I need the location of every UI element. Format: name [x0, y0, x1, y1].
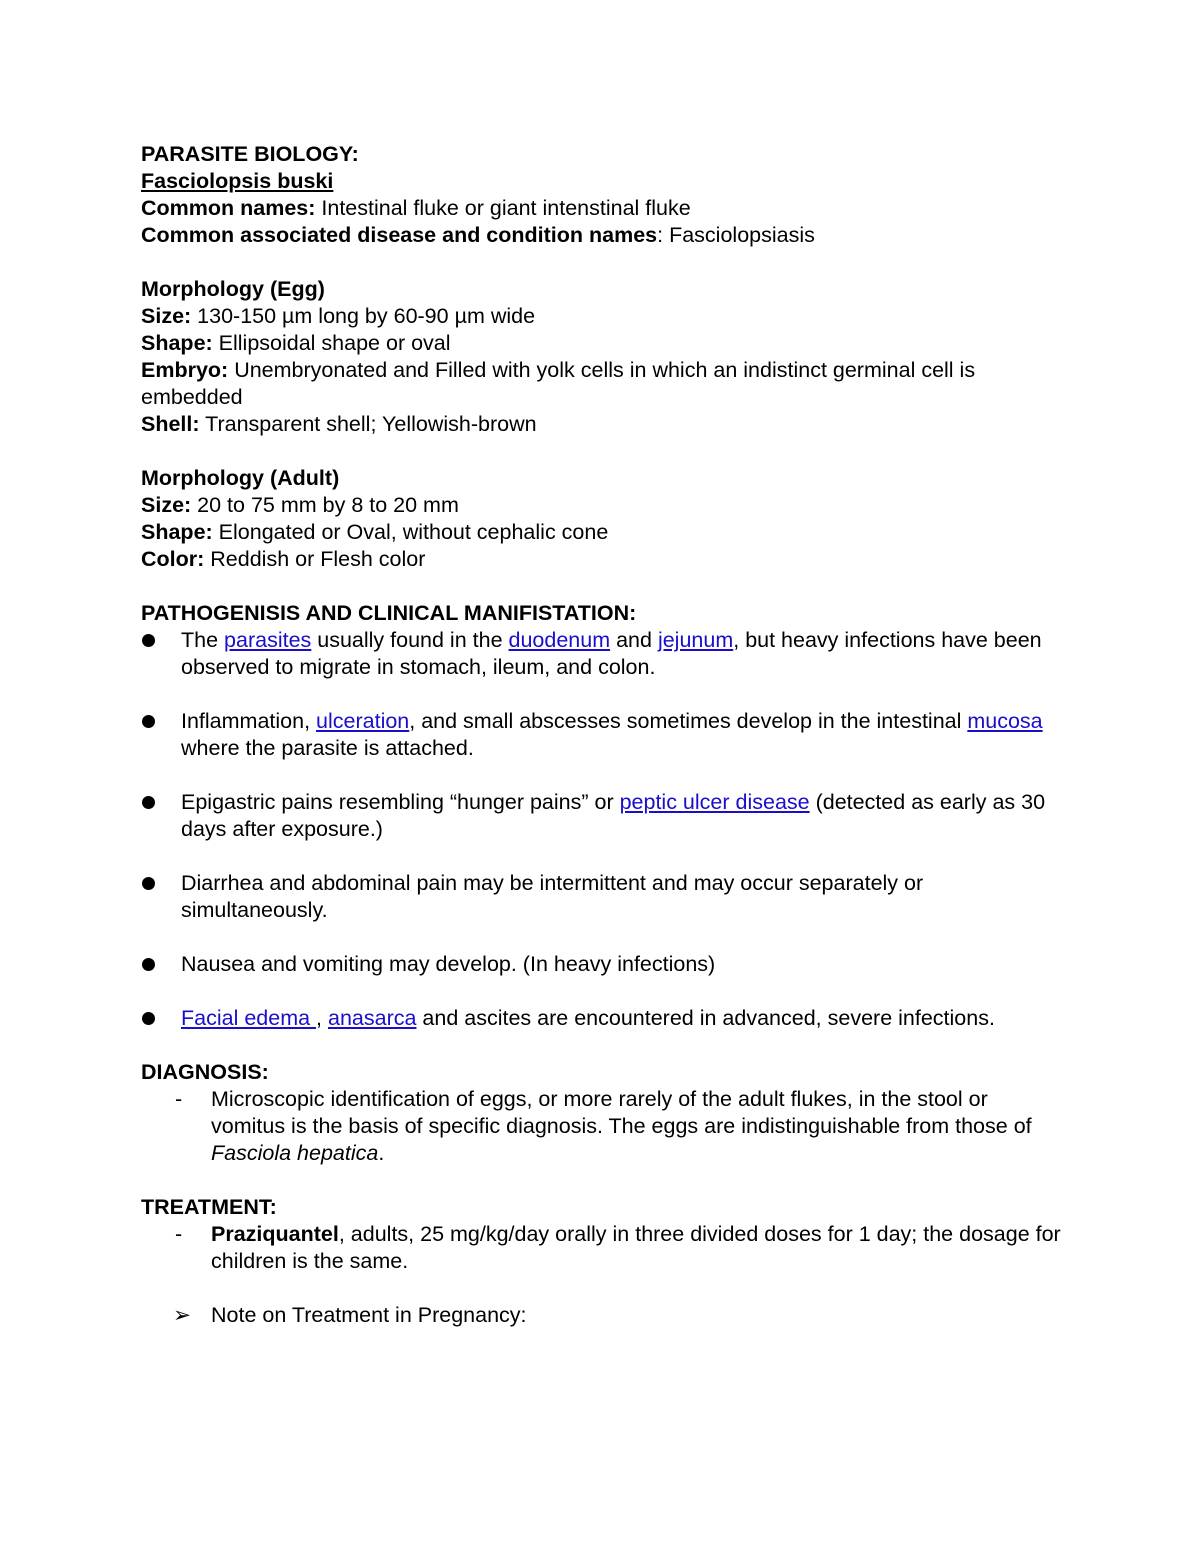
arrow-bullet-icon: ➢: [173, 1303, 192, 1327]
diagnosis-list: [141, 1086, 1061, 1167]
egg-shape-line: Shape: Ellipsoidal shape or oval: [141, 331, 451, 355]
list-item: - Praziquantel, adults, 25 mg/kg/day orally in three divided doses for 1 day; the dosage for children is the same.: [175, 1222, 1061, 1273]
diagnosis-heading: DIAGNOSIS:: [141, 1060, 269, 1084]
egg-shell-line: Shell: Transparent shell; Yellowish-brown: [141, 412, 537, 436]
adult-shape-line: Shape: Elongated or Oval, without cephalic cone: [141, 520, 609, 544]
list-item: Epigastric pains resembling “hunger pains” or peptic ulcer disease (detected as early as 30 days after exposure.): [141, 789, 1061, 843]
species-name: Fasciolopsis buski: [141, 169, 334, 193]
disease-names-line: Common associated disease and condition names: Fasciolopsiasis: [141, 223, 815, 247]
list-item: ➢ Note on Treatment in Pregnancy:: [173, 1303, 527, 1327]
link-anasarca[interactable]: anasarca: [328, 1006, 417, 1030]
pathogenesis-list: [141, 627, 1061, 1032]
list-item: The parasites usually found in the duodenum and jejunum, but heavy infections have been observed to migrate in stomach, ileum, and colon.: [141, 627, 1061, 681]
page-title: PARASITE BIOLOGY:: [141, 142, 359, 166]
dash-marker: -: [175, 1222, 183, 1246]
adult-color-line: Color: Reddish or Flesh color: [141, 547, 426, 571]
treatment-heading: TREATMENT:: [141, 1195, 277, 1219]
document-page: [141, 141, 1061, 1329]
adult-size-line: Size: 20 to 75 mm by 8 to 20 mm: [141, 493, 459, 517]
dash-marker: -: [175, 1087, 183, 1111]
bullet-icon: [142, 1012, 155, 1025]
link-duodenum[interactable]: duodenum: [508, 628, 611, 652]
list-item: Diarrhea and abdominal pain may be intermittent and may occur separately or simultaneously.: [141, 870, 1061, 924]
list-item: - Microscopic identification of eggs, or more rarely of the adult flukes, in the stool or vomitus is the basis of specific diagnosis. The eggs are indistinguishable from those of Fasciola hepatica.: [175, 1087, 1032, 1165]
bullet-icon: [142, 796, 155, 809]
bullet-icon: [142, 877, 155, 890]
link-ulceration[interactable]: ulceration: [316, 709, 410, 733]
link-facial-edema[interactable]: Facial edema: [181, 1006, 317, 1030]
treatment-list: [141, 1221, 1061, 1275]
common-names-line: Common names: Intestinal fluke or giant intenstinal fluke: [141, 196, 691, 220]
link-peptic-ulcer-disease[interactable]: peptic ulcer disease: [619, 790, 810, 814]
egg-embryo-line: Embryo: Unembryonated and Filled with yolk cells in which an indistinct germinal cell is embedded: [141, 358, 976, 409]
egg-morphology-heading: Morphology (Egg): [141, 277, 325, 301]
link-jejunum[interactable]: jejunum: [657, 628, 734, 652]
link-parasites[interactable]: parasites: [224, 628, 312, 652]
bullet-icon: [142, 958, 155, 971]
link-mucosa[interactable]: mucosa: [967, 709, 1043, 733]
list-item: Facial edema , anasarca and ascites are encountered in advanced, severe infections.: [141, 1005, 1061, 1032]
bullet-icon: [142, 715, 155, 728]
list-item: Nausea and vomiting may develop. (In heavy infections): [141, 951, 1061, 978]
treatment-note-list: [141, 1302, 1061, 1329]
egg-size-line: Size: 130-150 µm long by 60-90 µm wide: [141, 304, 536, 328]
adult-morphology-heading: Morphology (Adult): [141, 466, 340, 490]
list-item: Inflammation, ulceration, and small abscesses sometimes develop in the intestinal mucosa where the parasite is attached.: [141, 708, 1061, 762]
pathogenesis-heading: PATHOGENISIS AND CLINICAL MANIFISTATION:: [141, 601, 637, 625]
bullet-icon: [142, 634, 155, 647]
